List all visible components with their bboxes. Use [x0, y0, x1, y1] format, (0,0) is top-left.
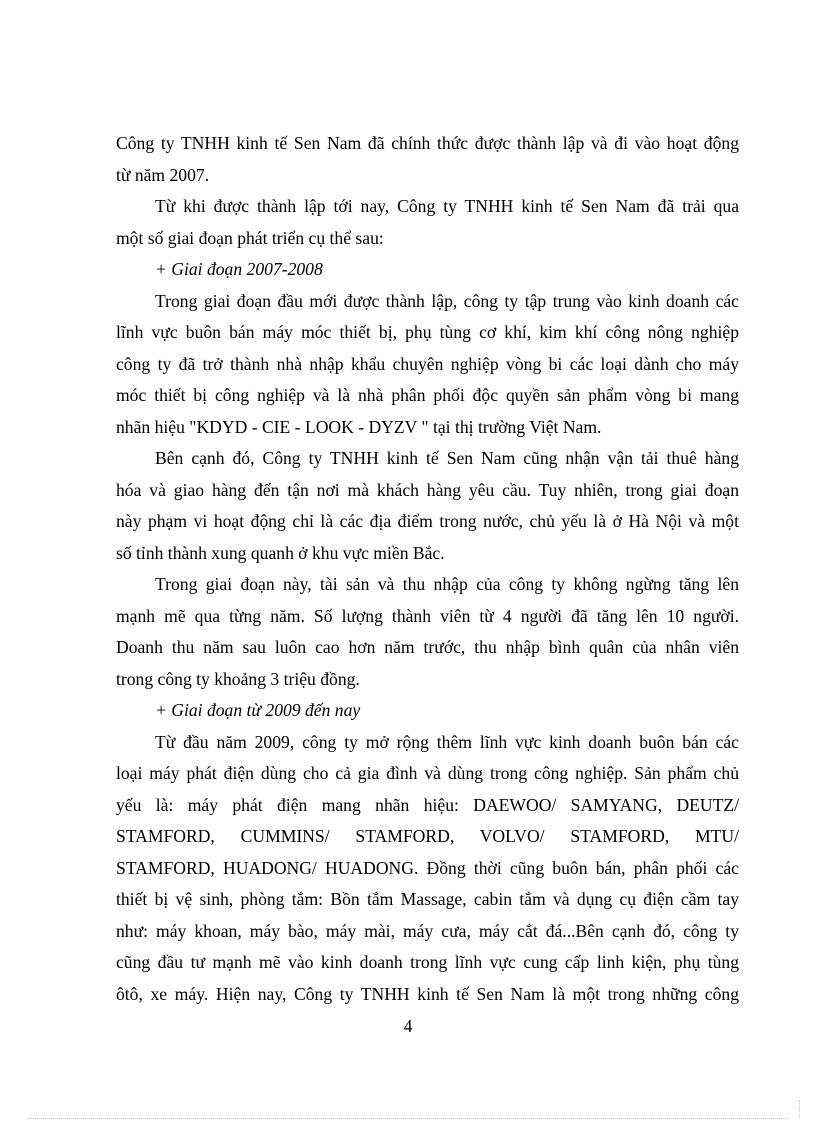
text-line: STAMFORD, HUADONG/ HUADONG. Đồng thời cũng buôn bán, phân phối các	[116, 857, 739, 878]
text-line: Trong giai đoạn đầu mới được thành lập, công ty tập trung vào kinh doanh các	[155, 290, 739, 311]
text-line: số tỉnh thành xung quanh ở khu vực miền Bắc.	[116, 542, 445, 563]
text-line: hóa và giao hàng đến tận nơi mà khách hàng yêu cầu. Tuy nhiên, trong giai đoạn	[116, 479, 739, 500]
text-line: STAMFORD, CUMMINS/ STAMFORD, VOLVO/ STAMFORD, MTU/	[116, 826, 739, 846]
text-line: nhãn hiệu "KDYD - CIE - LOOK - DYZV " tại thị trường Việt Nam.	[116, 416, 602, 437]
text-line: như: máy khoan, máy bào, máy mài, máy cưa, máy cắt đá...Bên cạnh đó, công ty	[116, 920, 739, 941]
text-line: cũng đầu tư mạnh mẽ vào kinh doanh trong lĩnh vực cung cấp linh kiện, phụ tùng	[116, 952, 739, 972]
text-line: Bên cạnh đó, Công ty TNHH kinh tế Sen Nam cũng nhận vận tải thuê hàng	[155, 448, 739, 468]
page-corner-mark	[799, 1100, 800, 1118]
text-line: công ty đã trở thành nhà nhập khẩu chuyên nghiệp vòng bi các loại dành cho máy	[116, 353, 739, 374]
text-line: từ năm 2007.	[116, 164, 210, 185]
text-line: mạnh mẽ qua từng năm. Số lượng thành viên từ 4 người đã tăng lên 10 người.	[116, 605, 739, 626]
section-heading: + Giai đoạn 2007-2008	[155, 259, 323, 279]
text-line: Từ đầu năm 2009, công ty mở rộng thêm lĩnh vực kinh doanh buôn bán các	[155, 731, 739, 752]
text-line: Công ty TNHH kinh tế Sen Nam đã chính thức được thành lập và đi vào hoạt động	[116, 133, 739, 153]
text-line: Trong giai đoạn này, tài sản và thu nhập của công ty không ngừng tăng lên	[155, 574, 739, 594]
text-line: ôtô, xe máy. Hiện nay, Công ty TNHH kinh tế Sen Nam là một trong những công	[116, 983, 739, 1004]
section-heading: + Giai đoạn từ 2009 đến nay	[155, 700, 361, 720]
document-body	[116, 128, 739, 1010]
text-line: Doanh thu năm sau luôn cao hơn năm trước, thu nhập bình quân của nhân viên	[116, 637, 739, 657]
page-bottom-border	[28, 1118, 788, 1119]
text-line: loại máy phát điện dùng cho cả gia đình và dùng trong công nghiệp. Sản phẩm chủ	[116, 763, 739, 783]
text-line: móc thiết bị công nghiệp và là nhà phân phối độc quyền sản phẩm vòng bi mang	[116, 385, 739, 405]
text-line: yếu là: máy phát điện mang nhãn hiệu: DAEWOO/ SAMYANG, DEUTZ/	[116, 794, 739, 815]
text-line: một số giai đoạn phát triển cụ thể sau:	[116, 227, 384, 248]
text-line: lĩnh vực buôn bán máy móc thiết bị, phụ tùng cơ khí, kim khí công nông nghiệp	[116, 322, 739, 342]
text-line: này phạm vi hoạt động chỉ là các địa điểm trong nước, chủ yếu là ở Hà Nội và một	[116, 511, 739, 531]
text-line: thiết bị vệ sinh, phòng tắm: Bồn tắm Massage, cabin tắm và dụng cụ điện cầm tay	[116, 889, 739, 909]
text-line: trong công ty khoảng 3 triệu đồng.	[116, 668, 360, 689]
page-number: 4	[403, 1016, 413, 1036]
text-line: Từ khi được thành lập tới nay, Công ty TNHH kinh tế Sen Nam đã trải qua	[155, 196, 739, 216]
